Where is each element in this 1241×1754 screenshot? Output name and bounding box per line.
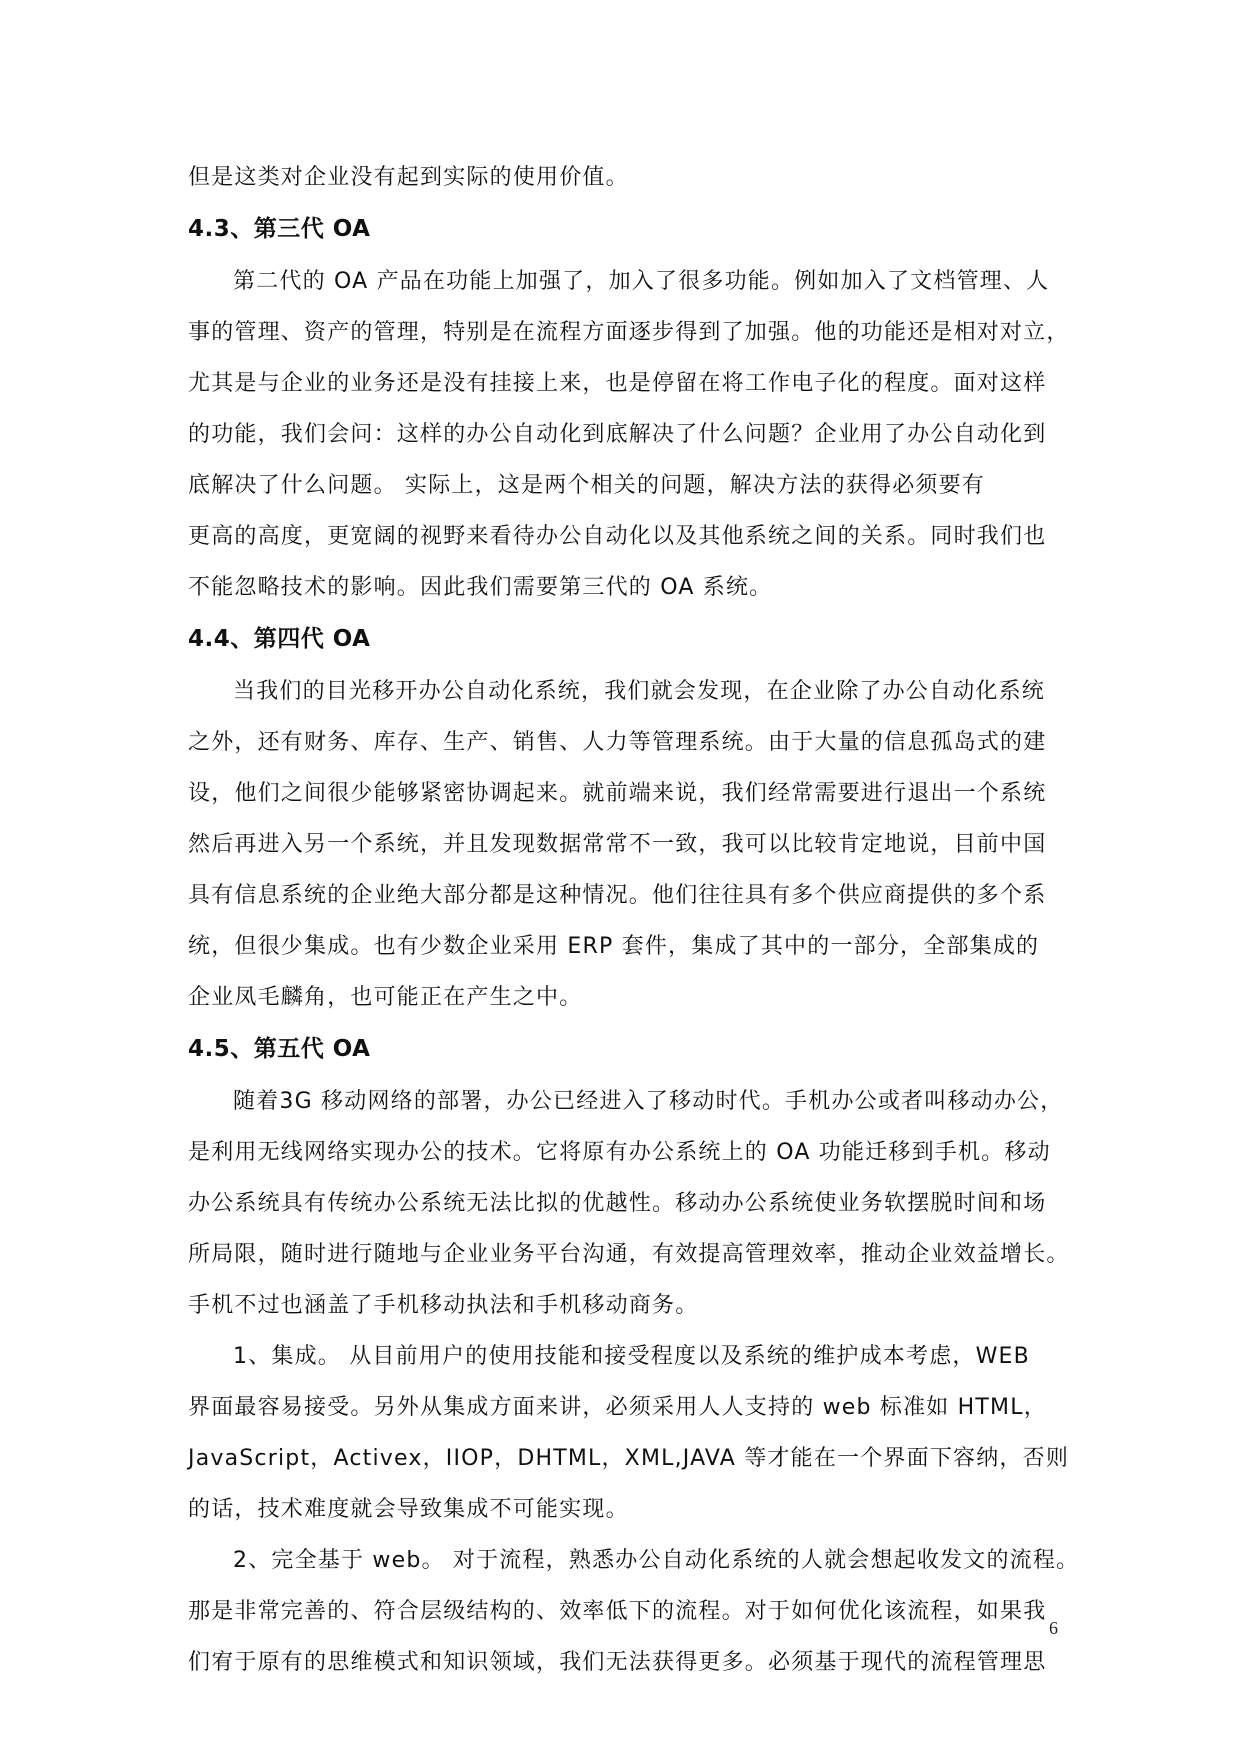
body-text-line: 是利用无线网络实现办公的技术。它将原有办公系统上的 OA 功能迁移到手机。移动: [188, 1140, 1051, 1165]
body-text-line: 统，但很少集成。也有少数企业采用 ERP 套件，集成了其中的一部分，全部集成的: [188, 934, 1040, 959]
body-text-line: 1、集成。 从目前用户的使用技能和接受程度以及系统的维护成本考虑，WEB: [233, 1344, 1030, 1369]
body-text-line: 企业凤毛麟角，也可能正在产生之中。: [188, 985, 583, 1010]
body-text-line: 当我们的目光移开办公自动化系统，我们就会发现，在企业除了办公自动化系统: [233, 679, 1046, 704]
section-heading: 4.5、第五代 OA: [188, 1036, 371, 1062]
body-text-line: 更高的高度，更宽阔的视野来看待办公自动化以及其他系统之间的关系。同时我们也: [188, 524, 1047, 549]
body-text-line: 但是这类对企业没有起到实际的使用价值。: [188, 165, 629, 190]
body-text-line: 所局限，随时进行随地与企业业务平台沟通，有效提高管理效率，推动企业效益增长。: [188, 1242, 1070, 1267]
body-text-line: 尤其是与企业的业务还是没有挂接上来，也是停留在将工作电子化的程度。面对这样: [188, 371, 1047, 396]
body-text-line: 那是非常完善的、符合层级结构的、效率低下的流程。对于如何优化该流程，如果我: [188, 1599, 1047, 1624]
body-text-line: 不能忽略技术的影响。因此我们需要第三代的 OA 系统。: [188, 575, 773, 600]
section-heading: 4.3、第三代 OA: [188, 216, 371, 242]
body-text-line: 的话，技术难度就会导致集成不可能实现。: [188, 1497, 629, 1522]
body-text-line: 随着3G 移动网络的部署，办公已经进入了移动时代。手机办公或者叫移动办公，: [233, 1089, 1064, 1114]
body-text-line: 然后再进入另一个系统，并且发现数据常常不一致，我可以比较肯定地说，目前中国: [188, 832, 1047, 857]
body-text-line: 具有信息系统的企业绝大部分都是这种情况。他们往往具有多个供应商提供的多个系: [188, 883, 1047, 908]
section-heading: 4.4、第四代 OA: [188, 626, 371, 652]
body-text-line: 的功能，我们会问：这样的办公自动化到底解决了什么问题？企业用了办公自动化到: [188, 422, 1047, 447]
body-text-line: 事的管理、资产的管理，特别是在流程方面逐步得到了加强。他的功能还是相对对立，: [188, 320, 1070, 345]
body-text-line: 底解决了什么问题。 实际上，这是两个相关的问题，解决方法的获得必须要有: [188, 473, 985, 498]
body-text-line: 设，他们之间很少能够紧密协调起来。就前端来说，我们经常需要进行退出一个系统: [188, 781, 1047, 806]
body-text-line: 2、完全基于 web。 对于流程，熟悉办公自动化系统的人就会想起收发文的流程。: [233, 1548, 1080, 1573]
body-text-line: 之外，还有财务、库存、生产、销售、人力等管理系统。由于大量的信息孤岛式的建: [188, 730, 1047, 755]
body-text-line: 手机不过也涵盖了手机移动执法和手机移动商务。: [188, 1293, 699, 1318]
page-body: [188, 152, 1080, 1688]
body-text-line: 界面最容易接受。另外从集成方面来讲，必须采用人人支持的 web 标准如 HTML，: [188, 1395, 1047, 1420]
body-text-line: 办公系统具有传统办公系统无法比拟的优越性。移动办公系统使业务软摆脱时间和场: [188, 1191, 1047, 1216]
body-text-line: 们宥于原有的思维模式和知识领域，我们无法获得更多。必须基于现代的流程管理思: [188, 1650, 1047, 1675]
page-number: 6: [1049, 1618, 1058, 1638]
body-text-line: JavaScript，Activex，IIOP，DHTML，XML,JAVA 等才能在一个界面下容纳，否则: [188, 1446, 1070, 1471]
body-text-line: 第二代的 OA 产品在功能上加强了，加入了很多功能。例如加入了文档管理、人: [233, 269, 1050, 294]
